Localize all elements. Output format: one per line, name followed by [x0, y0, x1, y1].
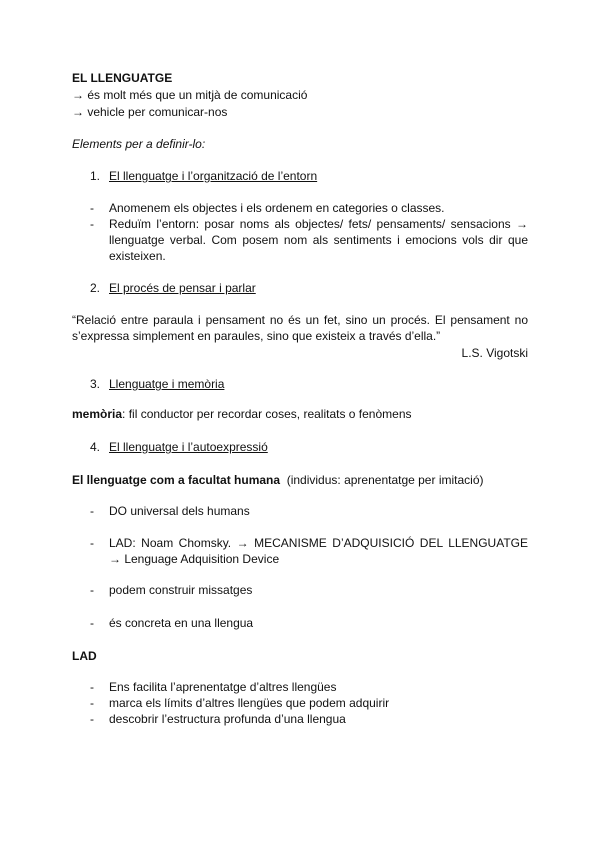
section-3-heading — [90, 376, 224, 392]
list-item — [90, 200, 528, 216]
section-title: El procés de pensar i parlar — [109, 281, 256, 295]
section-number: 1. — [90, 169, 101, 183]
section-title: Llenguatge i memòria — [109, 377, 225, 391]
section-4-heading — [90, 439, 268, 455]
list-item-text: LAD: Noam Chomsky. → MECANISME D’ADQUISICIÓ DEL LLENGUATGE → Lenguage Adquisition Device — [109, 536, 528, 566]
section-title: El llenguatge i l’autoexpressió — [109, 440, 268, 454]
dash-bullet: - — [90, 680, 94, 694]
list-item-text: Reduïm l’entorn: posar noms als objectes/ fets/ pensaments/ sensacions → llenguatge verbal. Com posem nom als sentiments i emocions vols dir que existeixen. — [109, 217, 528, 263]
section-1-heading — [90, 168, 317, 184]
facultat-note: (individus: aprenentatge per imitació) — [280, 473, 484, 487]
list-item-text: és concreta en una llengua — [109, 616, 254, 630]
dash-bullet: - — [90, 504, 94, 518]
section-number: 3. — [90, 377, 101, 391]
lad-heading: LAD — [72, 649, 97, 663]
list-item-text: descobrir l’estructura profunda d’una llengua — [109, 712, 346, 726]
dash-bullet: - — [90, 201, 94, 215]
list-item-text: DO universal dels humans — [109, 504, 250, 518]
quote-text: “Relació entre paraula i pensament no és un fet, sino un procés. El pensament no s’expressa simplement en paraules, sino que existeix a través d’ella.” — [72, 313, 528, 343]
list-item — [90, 216, 528, 264]
dash-bullet: - — [90, 536, 94, 550]
list-item — [90, 503, 528, 519]
elements-heading: Elements per a definir-lo: — [72, 137, 206, 151]
section-title: El llenguatge i l’organització de l’entorn — [109, 169, 318, 183]
facultat-heading — [72, 472, 483, 488]
dash-bullet: - — [90, 696, 94, 710]
dash-bullet: - — [90, 217, 94, 231]
list-item — [90, 615, 528, 631]
list-item — [90, 695, 528, 711]
dash-bullet: - — [90, 616, 94, 630]
list-item — [90, 679, 528, 695]
memoria-definition — [72, 406, 412, 422]
memoria-text: : fil conductor per recordar coses, realitats o fenòmens — [122, 407, 412, 421]
section-number: 2. — [90, 281, 101, 295]
list-item-text: Ens facilita l’aprenentatge d’altres llengües — [109, 680, 337, 694]
facultat-heading-bold: El llenguatge com a facultat humana — [72, 473, 281, 487]
list-item-text: podem construir missatges — [109, 583, 253, 597]
list-item — [90, 582, 528, 598]
section-number: 4. — [90, 440, 101, 454]
section-2-heading — [90, 280, 256, 296]
list-item-text: marca els límits d’altres llengües que podem adquirir — [109, 696, 390, 710]
intro-line-2: → vehicle per comunicar-nos — [72, 105, 228, 119]
document-title: EL LLENGUATGE — [72, 71, 173, 85]
dash-bullet: - — [90, 712, 94, 726]
list-item — [90, 711, 528, 727]
intro-line-1: → és molt més que un mitjà de comunicació — [72, 88, 308, 102]
quote-author: L.S. Vigotski — [461, 346, 528, 360]
list-item-text: Anomenem els objectes i els ordenem en categories o classes. — [109, 201, 445, 215]
memoria-term: memòria — [72, 407, 123, 421]
dash-bullet: - — [90, 583, 94, 597]
list-item — [90, 535, 528, 567]
